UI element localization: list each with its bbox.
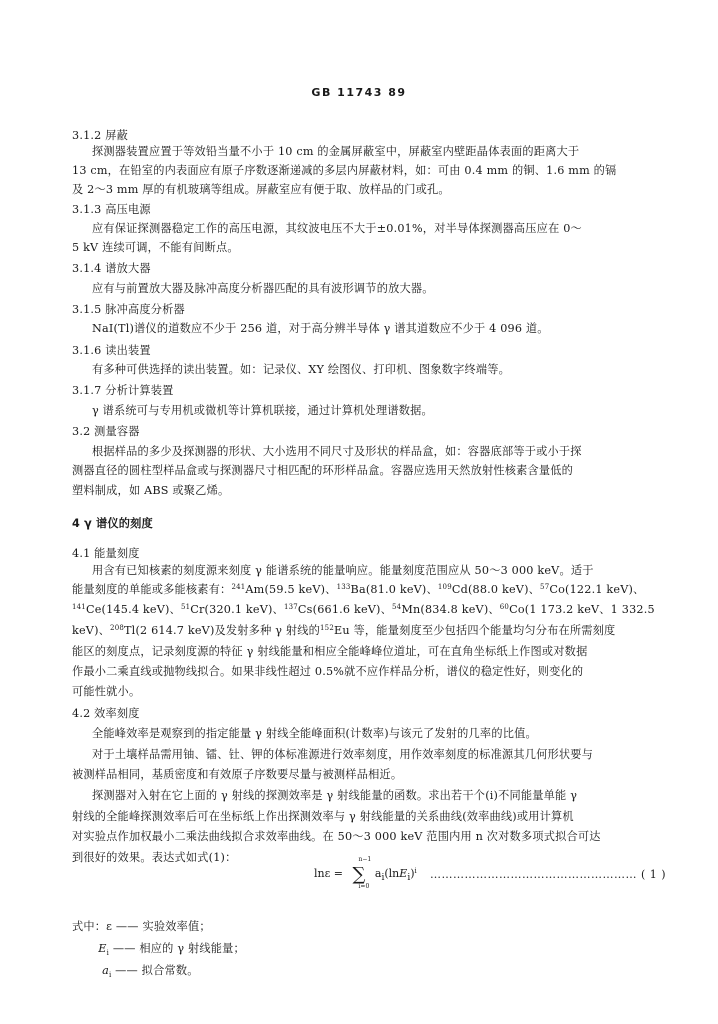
text-line-s32p2: 测器直径的圆柱型样品盒或与探测器尺寸相匹配的环形样品盒。容器应选用天然放射性核素含量低的 [72,464,574,477]
text-line-s314p1: 应有与前置放大器及脉冲高度分析器匹配的具有波形调节的放大器。 [92,282,434,295]
text-line-s41p2: 能量刻度的单能或多能核素有：$^{241}$Am(59.5 keV)、$^{133}$Ba(81.0 keV)、$^{109}$Cd(88.0 keV)、$^{57}$Co(122.1 keV)、 [72,583,645,596]
text-line-s41p5: 能区的刻度点，记录刻度源的特征 γ 射线能量和相应全能峰峰位道址，可在直角坐标纸上作图或对数据 [72,645,588,658]
text-line-s41p3: $^{141}$Ce(145.4 keV)、$^{51}$Cr(320.1 keV)、$^{137}$Cs(661.6 keV)、$^{54}$Mn(834.8 keV)、$^{60}$Co(1 173.2 keV、1 332.5 [72,603,655,616]
text-line-s313p1: 应有保证探测器稳定工作的高压电源，其纹波电压不大于±0.01%，对半导体探测器高压应在 0～ [92,222,582,235]
text-line-s42p4: 探测器对入射在它上面的 γ 射线的探测效率是 γ 射线能量的函数。求出若干个(i)不同能量单能 γ [92,789,578,802]
text-line-s32h: 3.2 测量容器 [72,425,140,438]
text-line-s312h: 3.1.2 屏蔽 [72,129,128,142]
text-line-s42p7: 到很好的效果。表达式如式(1)： [72,851,237,864]
text-line-s42p5: 射线的全能峰探测效率后可在坐标纸上作出探测效率与 γ 射线能量的关系曲线(效率曲线)或用计算机 [72,810,574,823]
text-line-s42p6: 对实验点作加权最小二乘法曲线拟合求效率曲线。在 50～3 000 keV 范围内用 n 次对数多项式拟合可达 [72,830,601,843]
text-line-s315h: 3.1.5 脉冲高度分析器 [72,303,185,316]
text-line-s317h: 3.1.7 分析计算装置 [72,384,174,397]
text-line-s41p6: 作最小二乘直线或抛物线拟合。如果非线性超过 0.5%就不应作样品分析，谱仪的稳定性好，则变化的 [72,665,584,678]
text-line-s41h: 4.1 能量刻度 [72,547,140,560]
text-line-s42h: 4.2 效率刻度 [72,707,140,720]
text-line-s313p2: 5 kV 连续可调，不能有间断点。 [72,241,239,254]
text-line-s315p1: NaI(Tl)谱仪的道数应不少于 256 道，对于高分辨半导体 γ 谱其道数应不少于 4 096 道。 [92,322,549,335]
sum-lower-limit: i=0 [358,883,370,890]
text-line-s316p1: 有多种可供选择的读出装置。如：记录仪、XY 绘图仪、打印机、图象数字终端等。 [92,363,511,376]
sum-upper-limit: n−1 [358,856,372,863]
page-header: GB 11743 89 [311,86,407,99]
equation-rhs: $a_i(\ln E_i)^i$ [374,867,417,884]
text-line-s32p1: 根据样品的多少及探测器的形状、大小选用不同尺寸及形状的样品盒，如：容器底部等于或小于探 [92,445,582,458]
text-line-s41p4: keV)、$^{208}$Tl(2 614.7 keV)及发射多种 γ 射线的$^{152}$Eu 等，能量刻度至少包括四个能量均匀分布在所需刻度 [72,624,616,637]
text-line-s42p1: 全能峰效率是观察到的指定能量 γ 射线全能峰面积(计数率)与该元了发射的几率的比值。 [92,727,537,740]
text-line-s317p1: γ 谱系统可与专用机或微机等计算机联接，通过计算机处理谱数据。 [92,404,433,417]
text-line-s313h: 3.1.3 高压电源 [72,203,151,216]
text-line-s41p1: 用含有已知核素的刻度源来刻度 γ 能谱系统的能量响应。能量刻度范围应从 50～3 000 keV。适于 [92,564,594,577]
equation-lhs: lnε = [314,867,344,880]
text-line-s314h: 3.1.4 谱放大器 [72,262,151,275]
text-line-s312p2: 13 cm，在铅室的内表面应有原子序数逐渐递减的多层内屏蔽材料，如：可由 0.4 mm 的铜、1.6 mm 的镉 [72,164,617,177]
text-line-w1: 式中：ε —— 实验效率值； [72,920,211,933]
summation-sign: ∑ n−1 i=0 [352,856,372,890]
text-line-w3: $a_i$ —— 拟合常数。 [102,964,199,980]
text-line-w2: $E_i$ —— 相应的 γ 射线能量； [98,942,245,958]
text-line-s41p7: 可能性就小。 [72,685,141,698]
text-line-s4h: 4 γ 谱仪的刻度 [72,517,153,530]
text-line-s316h: 3.1.6 读出装置 [72,344,151,357]
text-line-s312p3: 及 2～3 mm 厚的有机玻璃等组成。屏蔽室应有便于取、放样品的门或孔。 [72,183,450,196]
equation-1 [314,856,417,890]
text-line-s42p3: 被测样品相同，基质密度和有效原子序数要尽量与被测样品相近。 [72,768,403,781]
text-line-s32p3: 塑料制成，如 ABS 或聚乙烯。 [72,484,230,497]
text-line-s42p2: 对于土壤样品需用铀、镭、钍、钾的体标准源进行效率刻度，用作效率刻度的标准源其几何形状要与 [92,748,594,761]
text-line-s312p1: 探测器装置应置于等效铅当量不小于 10 cm 的金属屏蔽室中，屏蔽室内壁距晶体表面的距离大于 [92,145,580,158]
equation-number: ……………………………………………… ( 1 ) [430,868,667,881]
